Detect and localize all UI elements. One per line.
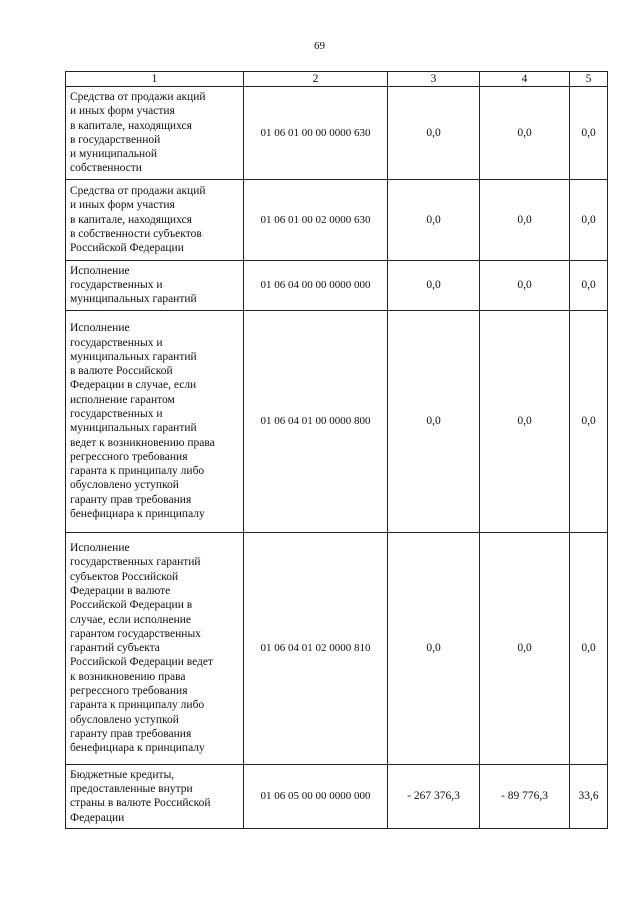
row-code-text: 01 06 04 00 00 0000 000 bbox=[260, 279, 371, 292]
table-row bbox=[66, 310, 608, 532]
row-col5-text: 0,0 bbox=[581, 415, 596, 428]
row-col5-cell bbox=[570, 87, 608, 180]
row-col3-cell bbox=[388, 764, 480, 828]
row-name-cell bbox=[66, 179, 244, 260]
row-col5-cell bbox=[570, 310, 608, 532]
row-name-text: Исполнение государственных и муниципальных гарантий в валюте Российской Федерации в случае, если исполнение гарантом государственных и муниципальных гарантий ведет к возникновению права регрессного требования гаранта к принципалу либо обусловлено уступкой гаранту прав требования бенефициара к принципалу bbox=[70, 322, 215, 521]
table-row bbox=[66, 764, 608, 828]
row-code-text: 01 06 04 01 00 0000 800 bbox=[260, 415, 371, 428]
row-col3-cell bbox=[388, 310, 480, 532]
row-name-text: Средства от продажи акций и иных форм участия в капитале, находящихся в государственной и муниципальной собственности bbox=[70, 91, 206, 175]
row-code-cell bbox=[244, 310, 388, 532]
row-code-text: 01 06 01 00 02 0000 630 bbox=[260, 213, 371, 226]
row-col3-cell bbox=[388, 87, 480, 180]
row-code-cell bbox=[244, 87, 388, 180]
row-code-cell bbox=[244, 179, 388, 260]
row-col4-text: 0,0 bbox=[517, 126, 532, 139]
row-col5-cell bbox=[570, 260, 608, 310]
table-row bbox=[66, 532, 608, 764]
row-col4-cell bbox=[480, 179, 570, 260]
budget-sources-table bbox=[65, 71, 608, 829]
row-name-text: Бюджетные кредиты, предоставленные внутри страны в валюте Российской Федерации bbox=[70, 768, 211, 824]
row-name-cell bbox=[66, 260, 244, 310]
table-row bbox=[66, 87, 608, 180]
row-col3-text: - 267 376,3 bbox=[407, 790, 460, 803]
row-code-text: 01 06 05 00 00 0000 000 bbox=[260, 790, 371, 803]
row-col3-text: 0,0 bbox=[426, 213, 441, 226]
row-col4-text: 0,0 bbox=[517, 642, 532, 655]
header-col-4: 4 bbox=[480, 72, 570, 87]
table-header-row bbox=[66, 72, 608, 87]
row-col4-cell bbox=[480, 260, 570, 310]
row-col3-cell bbox=[388, 260, 480, 310]
row-name-text: Исполнение государственных и муниципальных гарантий bbox=[70, 264, 197, 306]
row-col4-text: - 89 776,3 bbox=[501, 790, 548, 803]
row-col4-text: 0,0 bbox=[517, 415, 532, 428]
row-name-cell bbox=[66, 532, 244, 764]
table-row bbox=[66, 260, 608, 310]
row-col3-text: 0,0 bbox=[426, 642, 441, 655]
row-col5-cell bbox=[570, 179, 608, 260]
row-col3-text: 0,0 bbox=[426, 126, 441, 139]
row-col5-cell bbox=[570, 764, 608, 828]
table-row bbox=[66, 179, 608, 260]
row-col5-text: 0,0 bbox=[581, 126, 596, 139]
row-col5-cell bbox=[570, 532, 608, 764]
row-name-cell bbox=[66, 764, 244, 828]
row-col4-text: 0,0 bbox=[517, 279, 532, 292]
row-col4-cell bbox=[480, 310, 570, 532]
row-code-cell bbox=[244, 764, 388, 828]
row-col4-cell bbox=[480, 532, 570, 764]
page-number: 69 bbox=[314, 40, 325, 52]
row-col5-text: 33,6 bbox=[578, 790, 599, 803]
row-code-text: 01 06 04 01 02 0000 810 bbox=[260, 642, 371, 655]
row-col3-text: 0,0 bbox=[426, 279, 441, 292]
row-name-cell bbox=[66, 87, 244, 180]
row-col3-cell bbox=[388, 179, 480, 260]
row-name-cell bbox=[66, 310, 244, 532]
header-col-1: 1 bbox=[66, 72, 244, 87]
row-col4-text: 0,0 bbox=[517, 213, 532, 226]
row-col4-cell bbox=[480, 87, 570, 180]
row-col3-cell bbox=[388, 532, 480, 764]
row-name-text: Исполнение государственных гарантий субъектов Российской Федерации в валюте Российской Федерации в случае, если исполнение гарантом государственных гарантий субъекта Российской Федерации ведет к возникновению права регрессного требования гаранта к принципалу либо обусловлено уступкой гаранту прав требования бенефициара к принципалу bbox=[70, 542, 214, 755]
row-col5-text: 0,0 bbox=[581, 279, 596, 292]
row-col3-text: 0,0 bbox=[426, 415, 441, 428]
row-code-cell bbox=[244, 532, 388, 764]
header-col-5: 5 bbox=[570, 72, 608, 87]
header-col-2: 2 bbox=[244, 72, 388, 87]
row-code-text: 01 06 01 00 00 0000 630 bbox=[260, 126, 371, 139]
row-name-text: Средства от продажи акций и иных форм участия в капитале, находящихся в собственности субъектов Российской Федерации bbox=[70, 185, 206, 255]
row-col5-text: 0,0 bbox=[581, 213, 596, 226]
row-code-cell bbox=[244, 260, 388, 310]
row-col4-cell bbox=[480, 764, 570, 828]
row-col5-text: 0,0 bbox=[581, 642, 596, 655]
header-col-3: 3 bbox=[388, 72, 480, 87]
